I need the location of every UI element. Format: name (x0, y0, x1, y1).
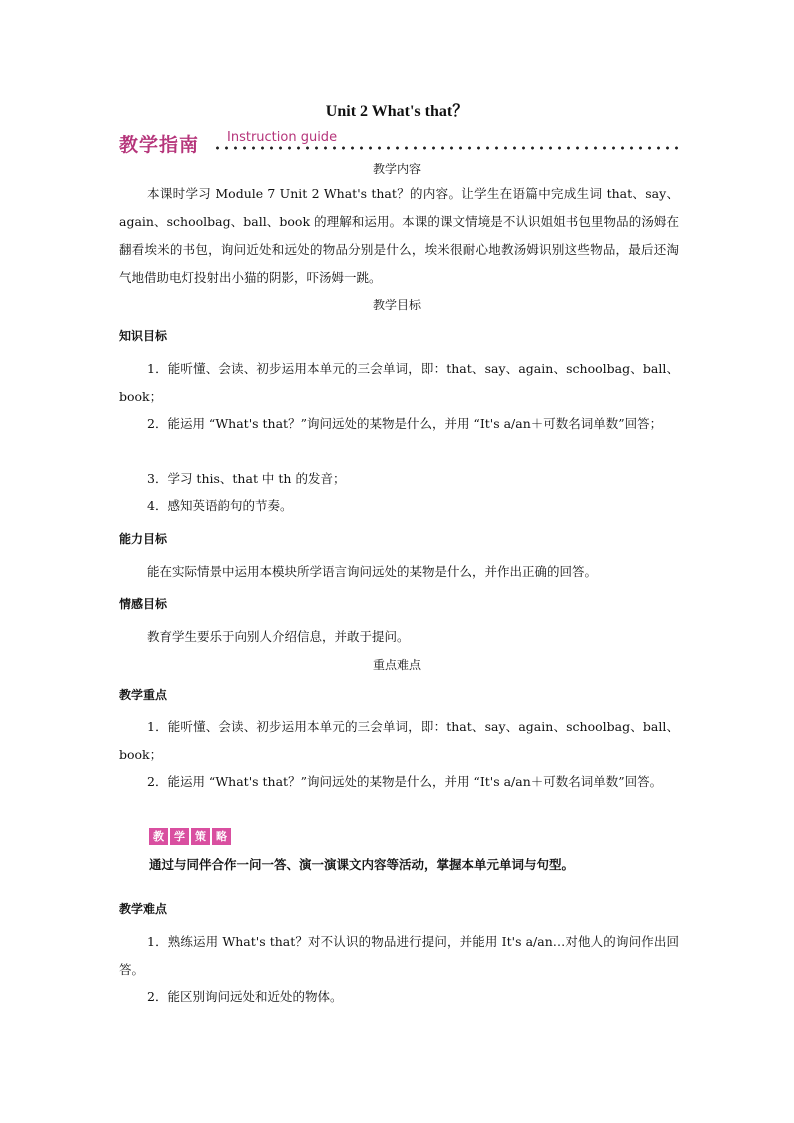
emotion-text: 教育学生要乐于向别人介绍信息，并敢于提问。 (147, 629, 410, 644)
subheading-emotion: 情感目标 (119, 597, 168, 611)
knowledge-item: 3．学习 this、that 中 th 的发音； (147, 471, 346, 486)
strategy-badge-char: 学 (170, 828, 189, 845)
subheading-difficulty: 教学难点 (119, 902, 168, 916)
instruction-guide-banner (119, 128, 679, 158)
strategy-badge (149, 828, 231, 845)
strategy-badge-char: 策 (191, 828, 210, 845)
strategy-badge-char: 教 (149, 828, 168, 845)
knowledge-item: 4．感知英语韵句的节奏。 (147, 498, 293, 513)
subheading-knowledge: 知识目标 (119, 329, 168, 343)
ability-text: 能在实际情景中运用本模块所学语言询问远处的某物是什么，并作出正确的回答。 (147, 564, 598, 579)
section-heading-key: 重点难点 (372, 658, 421, 672)
subheading-focus: 教学重点 (119, 688, 168, 702)
focus-item: 2．能运用 “What's that？”询问远处的某物是什么，并用 “It's a/an＋可数名词单数”回答。 (147, 774, 663, 789)
dotted-leader (213, 146, 679, 150)
content-paragraph: 本课时学习 Module 7 Unit 2 What's that？的内容。让学生在语篇中完成生词 that、say、again、schoolbag、ball、book 的理解和运用。本课的课文情境是不认识姐姐书包里物品的汤姆在翻看埃米的书包，询问近处和远处的物品分别是什么，埃米很耐心地教汤姆识别这些物品，最后还淘气地借助电灯投射出小猫的阴影，吓汤姆一跳。 (119, 186, 679, 285)
section-heading-goals: 教学目标 (372, 298, 421, 312)
subheading-ability: 能力目标 (119, 532, 168, 546)
section-heading-content: 教学内容 (372, 162, 421, 176)
difficulty-item: 2．能区别询问远处和近处的物体。 (147, 989, 343, 1004)
lesson-title: Unit 2 What's that？ (325, 103, 469, 120)
knowledge-item: 2．能运用 “What's that？”询问远处的某物是什么，并用 “It's a/an＋可数名词单数”回答； (147, 416, 663, 431)
guide-title-en: Instruction guide (227, 130, 338, 145)
difficulty-item: 1．熟练运用 What's that？对不认识的物品进行提问，并能用 It's a/an…对他人的询问作出回答。 (119, 934, 679, 977)
focus-item: 1．能听懂、会读、初步运用本单元的三会单词，即：that、say、again、schoolbag、ball、book； (119, 719, 679, 762)
strategy-text: 通过与同伴合作一问一答、演一演课文内容等活动，掌握本单元单词与句型。 (149, 857, 575, 872)
knowledge-item: 1．能听懂、会读、初步运用本单元的三会单词，即：that、say、again、schoolbag、ball、book； (119, 361, 679, 404)
strategy-badge-char: 略 (212, 828, 231, 845)
guide-title-cn: 教学指南 (119, 134, 200, 156)
